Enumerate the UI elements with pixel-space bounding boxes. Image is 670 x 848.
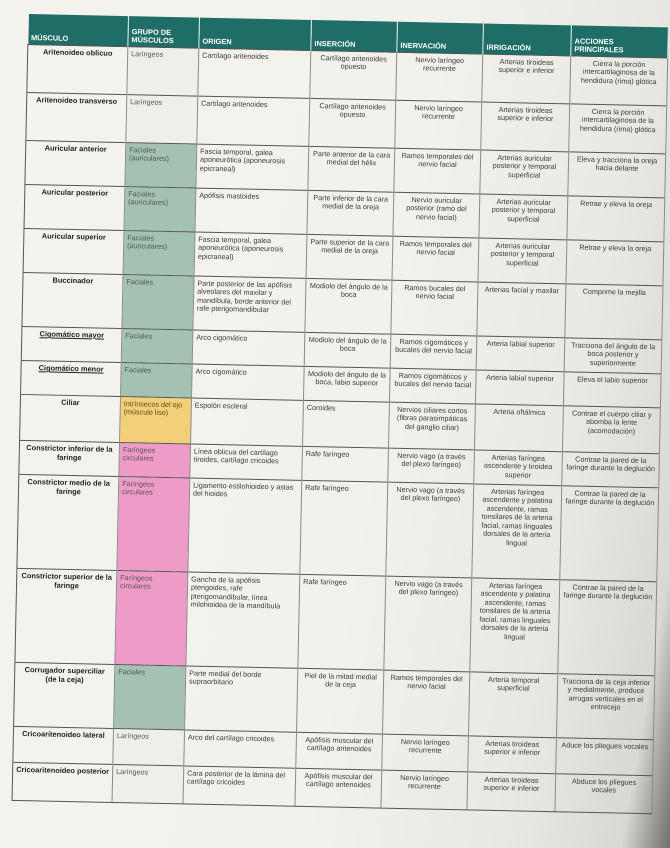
cell-origen: Cara posterior de la lámina del cartílago cricoides (183, 766, 296, 806)
cell-acciones: Cierra la porción intercartilaginosa de la hendidura (rima) glótica (570, 56, 668, 106)
cell-inervacion: Ramos cigomáticos y bucales del nervio facial (389, 368, 476, 404)
cell-inervacion: Nervio auricular posterior (ramo del nervio facial) (393, 192, 480, 238)
cell-irrigacion: Arterias faríngea ascendente y tiroidea superior (474, 450, 563, 486)
cell-insercion: Parte anterior de la cara medial del hélix (308, 146, 395, 192)
cell-musculo: Constrictor inferior de la faringe (19, 440, 120, 476)
cell-grupo: Laríngeos (113, 728, 185, 765)
cell-musculo: Constrictor medio de la faringe (17, 474, 119, 570)
cell-origen: Arco cigomático (192, 330, 305, 366)
cell-insercion: Coroides (303, 400, 390, 448)
cell-grupo: Faciales (122, 275, 194, 330)
cell-origen: Arco del cartílago cricoides (184, 730, 297, 768)
header-inervacion: INERVACIÓN (397, 22, 484, 54)
muscle-table-container (16, 14, 668, 801)
header-insercion: INSERCIÓN (311, 20, 398, 52)
cell-acciones: Eleva y tracciona la oreja hacia delante (568, 152, 666, 198)
header-irrigacion: IRRIGACIÓN (483, 24, 572, 56)
cell-musculo: Auricular anterior (25, 140, 126, 186)
table-row (15, 568, 657, 675)
cell-insercion: Rafe faríngeo (302, 446, 389, 482)
cell-musculo: Aritenoideo oblicuo (27, 45, 128, 95)
cell-origen: Apófisis mastoides (195, 188, 308, 234)
cell-grupo: Faciales (auriculares) (125, 143, 197, 188)
cell-insercion: Piel de la mitad medial de la ceja (297, 668, 384, 734)
cell-origen: Parte medial del borde supraorbitario (185, 666, 298, 732)
cell-acciones: Contrae la pared de la faringe durante la deglución (560, 486, 659, 582)
cell-insercion: Rafe faríngeo (300, 480, 388, 576)
cell-inervacion: Nervio vago (a través del plexo faríngeo) (386, 482, 474, 578)
cell-insercion: Apófisis muscular del cartílago aritenoides (296, 732, 383, 770)
cell-irrigacion: Arteria labial superior (475, 370, 564, 406)
cell-origen: Gancho de la apófisis pterigoides, rafe pterigomandibular, línea milohioidea de la mandíbula (186, 572, 300, 668)
cell-grupo: Laríngeos (127, 47, 199, 96)
cell-musculo: Auricular superior (23, 228, 124, 274)
cell-insercion: Modiolo del ángulo de la boca (305, 278, 392, 334)
cell-musculo: Constrictor superior de la faringe (15, 568, 117, 664)
cell-grupo: Faríngeos circulares (119, 443, 191, 478)
cell-grupo: Laríngeos (112, 764, 184, 803)
cell-inervacion: Nervio laríngeo recurrente (381, 770, 468, 810)
cell-musculo: Cricoaritenoideo posterior (12, 762, 113, 802)
cell-acciones: Comprime la mejilla (565, 284, 663, 340)
cell-acciones: Contrae el cuerpo ciliar y abomba la lente (acomodación) (562, 406, 660, 454)
cell-irrigacion: Arterias facial y maxilar (477, 282, 566, 338)
cell-grupo: Laríngeos (126, 95, 198, 144)
cell-acciones: Tracciona del ángulo de la boca posterior y superiormente (564, 338, 662, 374)
cell-grupo: Faciales (121, 329, 193, 364)
cell-acciones: Contrae la pared de la faringe durante la deglución (562, 452, 660, 488)
cell-insercion: Apófisis muscular del cartílago aritenoides (295, 768, 382, 808)
cell-acciones: Tracciona de la ceja inferior y medialmente, produce arrugas verticales en el entrecejo (556, 674, 654, 740)
cell-acciones: Retrae y eleva la oreja (567, 196, 665, 242)
cell-irrigacion: Arteria temporal superficial (468, 672, 557, 738)
cell-irrigacion: Arterias tiroideas superior e inferior (482, 54, 571, 104)
cell-acciones: Contrae la pared de la faringe durante la deglución (558, 580, 657, 676)
cell-irrigacion: Arteria oftálmica (474, 404, 563, 452)
cell-irrigacion: Arterias tiroideas superior e inferior (468, 736, 557, 774)
cell-inervacion: Nervio vago (a través del plexo faríngeo) (384, 576, 472, 672)
cell-origen: Parte posterior de las apófisis alveolares del maxilar y mandíbula, borde anterior del rafe pterigomandibular (193, 276, 306, 332)
cell-inervacion: Nervio vago (a través del plexo faríngeo) (388, 448, 475, 484)
cell-irrigacion: Arterias tiroideas superior e inferior (481, 102, 570, 152)
cell-musculo: Ciliar (20, 394, 121, 442)
cell-inervacion: Ramos temporales del nervio facial (394, 148, 481, 194)
cell-irrigacion: Arterias auricular posterior y temporal superficial (480, 150, 569, 196)
muscle-table (12, 14, 669, 814)
cell-grupo: Faríngeos circulares (115, 570, 188, 665)
cell-inervacion: Ramos cigomáticos y bucales del nervio facial (390, 334, 477, 370)
cell-insercion: Modiolo del ángulo de la boca, labio superior (303, 366, 390, 402)
cell-grupo: Faciales (auriculares) (124, 187, 196, 232)
cell-grupo: Faríngeos circulares (117, 477, 190, 572)
cell-acciones: Aduce los pliegues vocales (556, 738, 654, 776)
cell-musculo: Cigomático menor (21, 360, 122, 396)
cell-origen: Cartílago aritenoides (197, 96, 310, 146)
cell-inervacion: Nervio laríngeo recurrente (395, 100, 482, 150)
cell-musculo: Buccinador (22, 272, 123, 328)
cell-musculo: Cricoaritenoideo lateral (13, 726, 114, 764)
cell-origen: Cartílago aritenoides (198, 48, 311, 98)
cell-irrigacion: Arteria labial superior (476, 336, 565, 372)
cell-musculo: Corrugador superciliar (de la ceja) (14, 662, 115, 728)
cell-irrigacion: Arterias faríngea ascendente y palatina ascendente, ramas tonsilares de la arteria facial, ramas linguales dorsales de la arteria lingual (472, 484, 562, 580)
cell-acciones: Eleva el labio superior (563, 372, 661, 408)
cell-origen: Ligamento estilohioideo y astas del hioides (188, 478, 302, 574)
cell-inervacion: Nervios ciliares cortos (fibras parasimpáticas del ganglio ciliar) (388, 402, 475, 450)
cell-inervacion: Nervio laríngeo recurrente (396, 52, 483, 102)
cell-grupo: Faciales (121, 363, 193, 398)
header-grupo: GRUPO DE MÚSCULOS (128, 16, 200, 48)
cell-insercion: Cartílago aritenoides opuesto (310, 50, 397, 100)
cell-inervacion: Nervio laríngeo recurrente (382, 734, 469, 772)
header-origen: ORIGEN (199, 18, 312, 51)
header-acciones: ACCIONES PRINCIPALES (571, 25, 669, 58)
cell-irrigacion: Arterias tiroideas superior e inferior (467, 772, 556, 812)
cell-insercion: Modiolo del ángulo de la boca (304, 332, 391, 368)
cell-origen: Fascia temporal, galea aponeurótica (aponeurosis epicraneal) (196, 144, 309, 190)
cell-acciones: Retrae y eleva la oreja (566, 240, 664, 286)
cell-origen: Espolón escleral (191, 398, 304, 446)
cell-irrigacion: Arterias auricular posterior y temporal superficial (478, 238, 567, 284)
cell-inervacion: Ramos temporales del nervio facial (382, 670, 469, 736)
cell-grupo: Faciales (auriculares) (123, 231, 195, 276)
cell-musculo: Cigomático mayor (21, 326, 122, 362)
cell-irrigacion: Arterias faríngea ascendente y palatina ascendente, ramas tonsilares de la arteria facial, ramas linguales dorsales de la arteria lingual (470, 578, 560, 674)
cell-insercion: Parte inferior de la cara medial de la oreja (307, 190, 394, 236)
cell-acciones: Cierra la porción intercartilaginosa de la hendidura (rima) glótica (569, 104, 667, 154)
cell-inervacion: Ramos bucales del nervio facial (391, 280, 478, 336)
cell-insercion: Rafe faríngeo (298, 574, 386, 670)
cell-origen: Línea oblicua del cartílago tiroides, cartílago cricoides (190, 444, 303, 480)
cell-inervacion: Ramos temporales del nervio facial (392, 236, 479, 282)
cell-grupo: Faciales (114, 664, 186, 729)
table-row (17, 474, 659, 581)
cell-insercion: Parte superior de la cara medial de la oreja (306, 234, 393, 280)
cell-origen: Fascia temporal, galea aponeurótica (aponeurosis epicraneal) (194, 232, 307, 278)
cell-musculo: Aritenoideo transverso (26, 92, 127, 142)
cell-acciones: Abduce los pliegues vocales (555, 774, 653, 814)
header-musculo: MÚSCULO (28, 14, 129, 47)
cell-origen: Arco cigomático (191, 364, 304, 400)
cell-musculo: Auricular posterior (24, 184, 125, 230)
cell-grupo: Intrínsecos del ojo (músculo liso) (120, 397, 192, 444)
cell-insercion: Cartílago aritenoides opuesto (309, 98, 396, 148)
cell-irrigacion: Arterias auricular posterior y temporal superficial (479, 194, 568, 240)
